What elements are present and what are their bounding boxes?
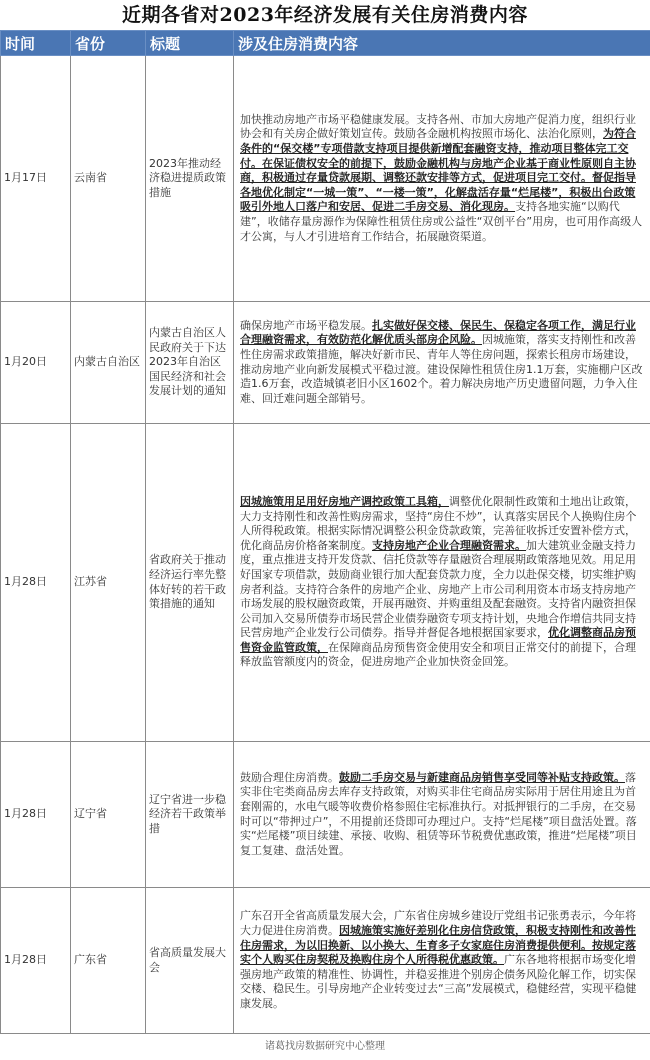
table-row: [1, 888, 650, 1034]
content-text: 确保房地产市场平稳发展。: [240, 318, 372, 332]
row-title: 内蒙古自治区人民政府关于下达2023年自治区国民经济和社会发展计划的通知: [146, 302, 234, 424]
row-province: 辽宁省: [71, 742, 146, 888]
row-title: 省政府关于推动经济运行率先整体好转的若干政策措施的通知: [146, 424, 234, 742]
table-row: [1, 424, 650, 742]
content-paragraph: [240, 319, 646, 407]
header-date: 时间: [1, 31, 71, 56]
table-row: [1, 302, 650, 424]
row-province: 江苏省: [71, 424, 146, 742]
header-province: 省份: [71, 31, 146, 56]
content-paragraph: [240, 771, 646, 859]
policy-table: [0, 30, 650, 1034]
row-content: [234, 56, 650, 302]
row-date: 1月20日: [1, 302, 71, 424]
content-text: 加快推动房地产市场平稳健康发展。支持各州、市加大房地产促消力度，组织行业协会和有关房企做好策划宣传。鼓励各金融机构按照市场化、法治化原则，: [240, 112, 636, 141]
row-title: 省高质量发展大会: [146, 888, 234, 1034]
content-text: 广东召开全省高质量发展大会，广东省住房城乡建设厅党组书记张勇表示，今年将大力促进住房消费。: [240, 909, 636, 938]
row-province: 广东省: [71, 888, 146, 1034]
row-content: [234, 302, 650, 424]
table-row: [1, 742, 650, 888]
content-paragraph: [240, 495, 646, 670]
content-paragraph: [240, 113, 646, 244]
content-emphasis: 鼓励二手房交易与新建商品房销售享受同等补贴支持政策。: [339, 770, 625, 784]
content-emphasis: 扎实做好保交楼、保民生、保稳定各项工作，满足行业合理融资需求，有效防范化解优质头部房企风险。: [240, 318, 636, 347]
content-text: 落实非住宅类商品房去库存支持政策，对购买非住宅商品房实际用于居住用途且为首套刚需的，水电气暖等收费价格参照住宅标准执行。对抵押银行的二手房，在交易时可以“带押过户”，不用提前还贷即可办理过户。支持“烂尾楼”项目盘活处置。落实“烂尾楼”项目续建、承接、收购、租赁等环节税费优惠政策，推进“烂尾楼”项目复工复建、盘活处置。: [240, 770, 637, 857]
row-content: [234, 742, 650, 888]
content-text: 广东各地将根据市场变化增强房地产政策的精准性、协调性，并稳妥推进个别房企债务风险化解工作，切实保交楼、稳民生。引导房地产企业转变过去“三高”发展模式，稳健经营，实现平稳健康发展。: [240, 953, 637, 1010]
content-text: 加大建筑业金融支持力度，重点推进支持开发贷款、信托贷款等存量融资合理展期政策落地见效。用足用好国家专项借款，鼓励商业银行加大配套贷款力度，全力以赴保交楼，切实维护购房者利益。支持符合条件的房地产企业、房地产上市公司利用资本市场支持房地产市场发展的股权融资政策，开展再融资、并购重组及配套融资。支持省内融资担保公司加入交易所债券市场民营企业债券融资专项支持计划，央地合作增信共同支持民营房地产企业发行公司债券。指导并督促各地根据国家要求，: [240, 538, 636, 640]
row-province: 云南省: [71, 56, 146, 302]
header-content: 涉及住房消费内容: [234, 31, 650, 56]
content-text: 调整优化限制性政策和土地出让政策，大力支持刚性和改善性购房需求，坚持“房住不炒”，认真落实居民个人换购住房个人所得税政策。根据实际情况调整公积金贷款政策，完善征收拆迁安置补偿方式，优化商品房价格备案制度。: [240, 494, 637, 552]
table-row: [1, 56, 650, 302]
row-date: 1月17日: [1, 56, 71, 302]
content-emphasis: 因城施策实施好差别化住房信贷政策，积极支持刚性和改善性住房需求，为以旧换新、以小换大、生育多子女家庭住房消费提供便利。按规定落实个人购买住房契税及换购住房个人所得税优惠政策。: [240, 924, 636, 967]
row-content: [234, 424, 650, 742]
row-title: 辽宁省进一步稳经济若干政策举措: [146, 742, 234, 888]
content-paragraph: [240, 909, 646, 1011]
content-text: 鼓励合理住房消费。: [240, 770, 339, 784]
header-title: 标题: [146, 31, 234, 56]
row-date: 1月28日: [1, 888, 71, 1034]
source-footer: 诸葛找房数据研究中心整理: [265, 1041, 385, 1052]
table-header-row: [1, 31, 650, 56]
content-emphasis: 为符合条件的“保交楼”专项借款支持项目提供新增配套融资支持，推动项目整体完工交付。在保证债权安全的前提下，鼓励金融机构与房地产企业基于商业性原则自主协商，积极通过存量贷款展期、调整还款安排等方式，促进项目完工交付。督促指导各地优化制定“一城一策”、“一楼一策”，化解盘活存量“烂尾楼”，积极出台政策吸引外地人口落户和安居、促进二手房交易、消化现房。: [240, 127, 636, 214]
row-title: 2023年推动经济稳进提质政策措施: [146, 56, 234, 302]
content-emphasis: 优化调整商品房预售资金监管政策，: [240, 626, 636, 654]
content-text: 因城施策，落实支持刚性和改善性住房需求政策措施，解决好新市民、青年人等住房问题，探索长租房市场建设，推动房地产业向新发展模式平稳过渡。建设保障性租赁住房1.1万套，实施棚户区改造1.6万套，改造城镇老旧小区1602个。着力解决房地产历史遗留问题，力争入住难、回迁难问题全部销号。: [240, 333, 643, 405]
content-text: 支持各地实施“以购代建”，收储存量房源作为保障性租赁住房或公益性“双创平台”用房，也可用作高级人才公寓，与人才引进培育工作结合，拓展融资渠道。: [240, 200, 643, 243]
page-title: 近期各省对2023年经济发展有关住房消费内容: [122, 4, 528, 26]
content-emphasis: 支持房地产企业合理融资需求。: [372, 538, 526, 552]
row-content: [234, 888, 650, 1034]
content-text: 在保障商品房预售资金使用安全和项目正常交付的前提下，合理释放监管额度内的资金，促进房地产企业加快资金回笼。: [240, 640, 636, 669]
row-date: 1月28日: [1, 742, 71, 888]
row-date: 1月28日: [1, 424, 71, 742]
content-emphasis: 因城施策用足用好房地产调控政策工具箱，: [240, 494, 449, 508]
row-province: 内蒙古自治区: [71, 302, 146, 424]
